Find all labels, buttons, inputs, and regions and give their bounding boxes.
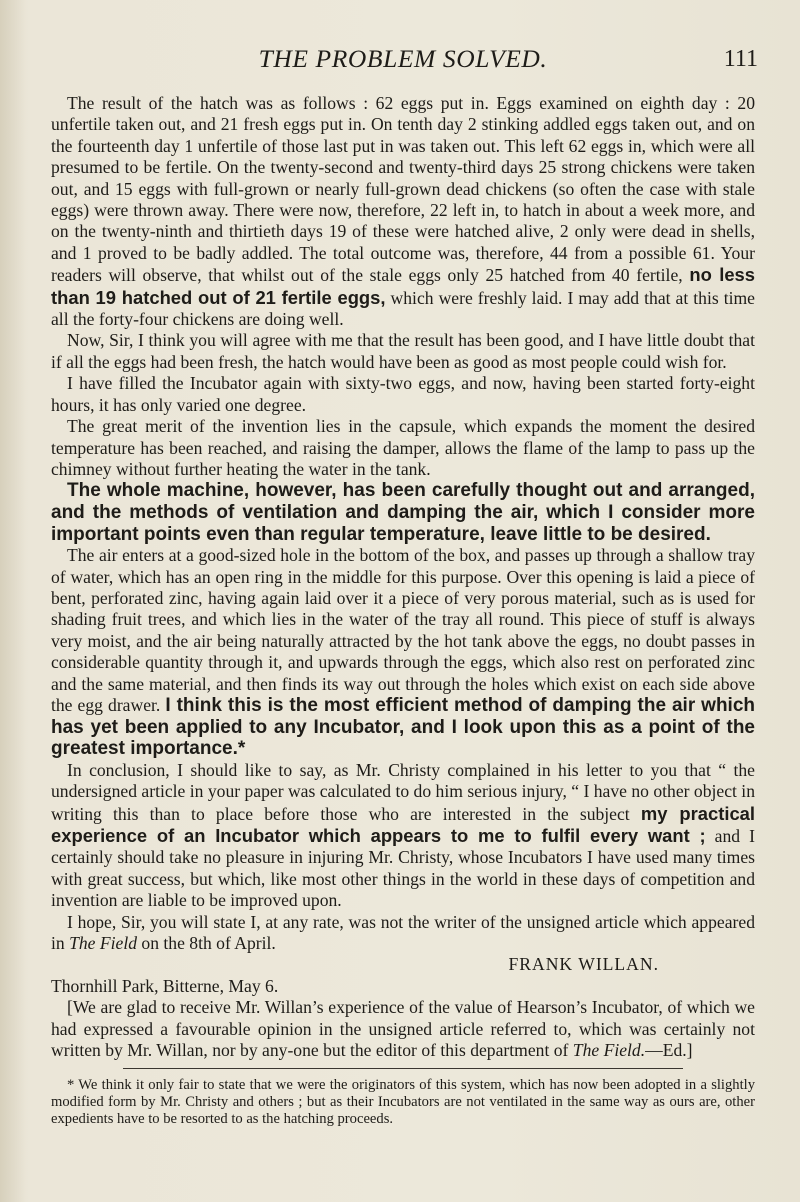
footnote-divider — [123, 1068, 683, 1069]
air-flow-emphasis: I think this is the most efficient method of damping the air which has yet been applied to any Incubator, and I look upon this as a point of the greatest importance.* — [51, 694, 756, 760]
signature: FRANK WILLAN. — [508, 954, 659, 975]
page-number: 111 — [723, 46, 758, 72]
air-flow-text: The air enters at a good-sized hole in the bottom of the box, and passes up through a shallow tray of water, which has an open ring in the middle for this purpose. Over this opening is laid a piece of bent, perforated zinc, having again laid over it a piece of very porous material, such as is used for shading fruit trees, and which lies in the water of the tray all round. This piece of stuff is always very moist, and the air being naturally attracted by the hot tank above the eggs, no doubt passes in considerable quantity through it, and upwards through the eggs, which also rest on perforated zinc and the same material, and then finds its way out through the holes which exist on each side above the egg drawer. — [51, 545, 755, 715]
page-gutter-shadow — [0, 0, 26, 1202]
conclusion-emphasis: my practical experience of an Incubator which appears to me to fulfil every want ; — [51, 802, 756, 846]
running-title: THE PROBLEM SOLVED. — [258, 44, 548, 73]
editor-note-publication: The Field. — [572, 1040, 646, 1060]
paragraph-result-good: Now, Sir, I think you will agree with me that the result has been good, and I have little doubt that if all the eggs had been fresh, the hatch would have been as good as most people could wish for. — [51, 330, 755, 372]
paragraph-refilled: I have filled the Incubator again with sixty-two eggs, and now, having been started forty-eight hours, it has only varied one degree. — [51, 373, 755, 415]
conclusion-text-end: and I certainly should take no pleasure in injuring Mr. Christy, whose Incubators I have used many times with great success, but which, like most other things in the world in these days of competition and invention are liable to be improved upon. — [51, 825, 755, 911]
editor-note — [51, 997, 755, 1061]
paragraph-conclusion — [51, 760, 755, 912]
request-date: on the 8th of April. — [141, 932, 276, 953]
address-line: Thornhill Park, Bitterne, May 6. — [51, 975, 279, 996]
request-publication: The Field — [69, 932, 138, 953]
paragraph-request — [51, 912, 755, 955]
footnote: * We think it only fair to state that we were the originators of this system, which has now been adopted in a slightly modified form by Mr. Christy and others ; but as their Incubators are not ventilated in the same way as ours are, other expedients have to be resorted to as the hatching proceeds. — [51, 1077, 755, 1128]
editor-note-sign: —Ed.] — [645, 1040, 693, 1060]
paragraph-hatch-results — [51, 93, 755, 330]
article-body — [51, 93, 755, 1128]
page-header — [48, 44, 758, 84]
bold-statement-ventilation: The whole machine, however, has been carefully thought out and arranged, and the methods of ventilation and damping the air, which I consider more important points even than regular temperature, leave little to be desired. — [51, 480, 755, 545]
paragraph-air-flow — [51, 545, 755, 760]
hatch-results-text-end: which were freshly laid. I may add that at this time all the forty-four chickens are doing well. — [51, 287, 755, 330]
hatch-results-text: The result of the hatch was as follows : 62 eggs put in. Eggs examined on eighth day : 20 unfertile taken out, and 21 fresh eggs put in. On tenth day 2 stinking addled eggs taken out, and on the fourteenth day 1 unfertile of those last put in was taken out. This left 62 eggs in, which were all presumed to be fertile. On the twenty-second and twenty-third days 25 strong chickens were taken out, and 15 eggs with full-grown or nearly full-grown dead chickens (so often the case with stale eggs) were thrown away. There were now, therefore, 22 left in, to hatch in about a week more, and on the twenty-ninth and thirtieth days 19 of these were hatched alive, 2 only were dead in shells, and 1 proved to be badly addled. The total outcome was, therefore, 44 from a possible 61. Your readers will observe, that whilst out of the stale eggs only 25 hatched from 40 fertile, — [51, 93, 755, 286]
request-text: I hope, Sir, you will state I, at any rate, was not the writer of the unsigned article which appeared in — [51, 911, 755, 953]
editor-note-text: [We are glad to receive Mr. Willan’s experience of the value of Hearson’s Incubator, of which we had expressed a favourable opinion in the unsigned article referred to, which was certainly not written by Mr. Willan, nor by any-one but the editor of this department of — [51, 997, 755, 1060]
paragraph-capsule: The great merit of the invention lies in the capsule, which expands the moment the desired temperature has been reached, and raising the damper, allows the flame of the lamp to pass up the chimney without further heating the water in the tank. — [51, 416, 755, 479]
conclusion-text: In conclusion, I should like to say, as Mr. Christy complained in his letter to you that “ the undersigned article in your paper was calculated to do him serious injury, “ I have no other object in writing this than to place before those who are interested in the subject — [51, 759, 755, 824]
hatch-results-emphasis: no less than 19 hatched out of 21 fertile eggs, — [51, 264, 756, 308]
